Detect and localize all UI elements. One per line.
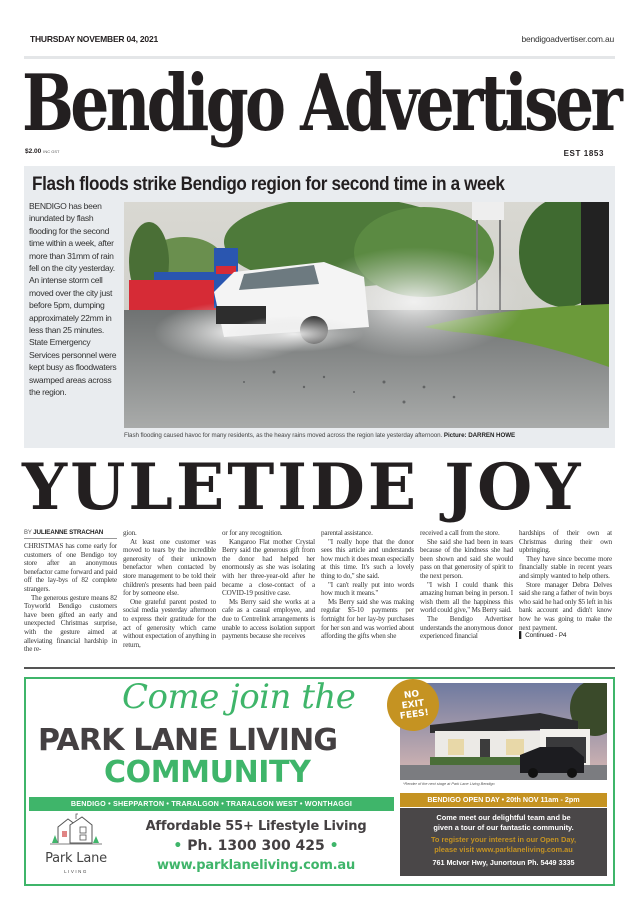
logo-name: Park Lane xyxy=(45,851,107,866)
main-article xyxy=(24,529,615,665)
established-label: EST 1853 xyxy=(563,149,604,158)
top-bar xyxy=(24,34,614,50)
bottom-rule xyxy=(24,667,615,669)
badge-line: FEES! xyxy=(399,707,430,722)
article-column xyxy=(321,529,414,665)
article-paragraph: Ms Berry said she was making regular $5-10 payments per fortnight for her lay-by purchases for her son and was worried about affording the gifts when she xyxy=(321,597,414,641)
register-line: To register your interest in our Open Day, xyxy=(430,835,577,844)
lead-headline[interactable]: Flash floods strike Bendigo region for second time in a week xyxy=(32,174,505,195)
ad-address: 761 McIvor Hwy, Junortoun Ph. 5449 3335 xyxy=(432,858,575,867)
article-paragraph: CHRISTMAS has come early for customers of one Bendigo toy store after an anonymous benefactor came forward and paid off the lay-bys of 82 complete strangers. xyxy=(24,542,117,593)
article-paragraph: They have since become more financially stable in recent years and simply wanted to help others. xyxy=(519,554,612,580)
article-paragraph: Kangaroo Flat mother Crystal Berry said the generous gift from the donor had helped her enormously as she was isolating with her three-year-old after he became a close-contact of a COVID-19 positive case. xyxy=(222,537,315,598)
article-paragraph: She said she had been in tears because of the kindness she had been shown and said she would pass on that generosity of spirit to the next person. xyxy=(420,537,513,580)
meet-line: Come meet our delightful team and be xyxy=(436,813,571,822)
masthead-title: Bendigo Advertiser xyxy=(22,58,620,150)
byline-prefix: BY xyxy=(24,530,32,536)
meet-line: given a tour of our fantastic community. xyxy=(433,823,574,832)
open-day-details xyxy=(400,808,607,876)
article-column xyxy=(24,529,117,665)
ad-phone: Ph. 1300 300 425 xyxy=(187,838,325,854)
lead-story xyxy=(24,166,615,448)
photo-caption xyxy=(124,432,515,439)
park-lane-logo xyxy=(36,811,116,881)
park-lane-advert[interactable] xyxy=(24,677,615,886)
flood-photo xyxy=(124,202,609,428)
article-paragraph: Ms Berry said she works at a cafe as a casual employee, and due to Centrelink arrangements is unable to access isolation support payments because she receives xyxy=(222,597,315,641)
ad-website[interactable]: www.parklaneliving.com.au xyxy=(156,858,356,873)
article-paragraph: The Bendigo Advertiser understands the anonymous donor experienced financial xyxy=(420,614,513,641)
badge-line: NO xyxy=(403,689,420,702)
caption-text: Flash flooding caused havoc for many residents, as the heavy rains moved across the region late yesterday afternoon. xyxy=(124,432,443,439)
article-paragraph: or for any recognition. xyxy=(222,529,283,537)
article-paragraph: "I can't really put into words how much it means." xyxy=(321,580,414,598)
ad-tagline: Affordable 55+ Lifestyle Living xyxy=(145,819,367,834)
price-note: INC GST xyxy=(43,149,60,154)
lead-blurb: BENDIGO has been inundated by flash flooding for the second time within a week, after more than 31mm of rain fell on the city yesterday. An intense storm cell moved over the city just before 5pm, dumping approximately 22mm in less than 25 minutes. State Emergency Services personnel were kept busy as floodwaters swamped areas across the region. xyxy=(29,201,117,398)
article-paragraph: hardships of their own at Christmas during their own upbringing. xyxy=(519,529,612,555)
main-headline[interactable]: YULETIDE JOY xyxy=(22,449,584,525)
issue-date: THURSDAY NOVEMBER 04, 2021 xyxy=(30,34,159,44)
register-line: please visit www.parklaneliving.com.au xyxy=(434,845,573,854)
price-label xyxy=(25,148,60,155)
ad-title-line1: PARK LANE LIVING xyxy=(38,723,338,758)
article-paragraph: The generous gesture means 82 Toyworld Bendigo customers have been gifted an early and unexpected Christmas surprise, with the gesture aimed at alleviating financial hardship in the re- xyxy=(24,593,117,654)
article-paragraph: received a call from the store. xyxy=(420,529,500,537)
article-paragraph: parental assistance. xyxy=(321,529,373,537)
ad-towns-bar: BENDIGO • SHEPPARTON • TRARALGON • TRARALGON WEST • WONTHAGGI xyxy=(29,797,394,811)
continued-link[interactable]: ▌ Continued - P4 xyxy=(519,632,567,640)
flood-photo-image xyxy=(124,202,609,428)
ad-phone-line[interactable] xyxy=(136,838,376,854)
badge-line: EXIT xyxy=(401,698,425,712)
article-paragraph: Store manager Debra Delves said she rang a father of twin boys who said he had only $5 left in his bank account and didn't know how he was going to make the next payment. xyxy=(519,580,612,632)
photo-credit-label: Picture: xyxy=(443,432,467,439)
photo-credit: DARREN HOWE xyxy=(468,432,516,439)
meet-text xyxy=(400,813,607,833)
article-paragraph: At least one customer was moved to tears by the incredible generosity of their unknown benefactor when contacted by store management to be told their children's presents had been paid for by someone else. xyxy=(123,537,216,598)
byline-author[interactable]: JULIEANNE STRACHAN xyxy=(33,529,104,536)
article-paragraph: gion. xyxy=(123,529,137,537)
ad-title-line2: COMMUNITY xyxy=(104,755,311,790)
byline xyxy=(24,529,117,539)
article-column xyxy=(420,529,513,665)
article-column xyxy=(519,529,612,665)
website-link[interactable]: bendigoadvertiser.com.au xyxy=(521,34,614,44)
article-paragraph: "I really hope that the donor sees this article and understands how much it does mean especially at this time. It's such a lovely thing to do," she said. xyxy=(321,537,414,580)
article-column xyxy=(222,529,315,665)
article-paragraph: "I wish I could thank this amazing human being in person. I wish them all the happiness this world could give," Ms Berry said. xyxy=(420,580,513,615)
bullet-icon: • xyxy=(173,838,183,854)
bullet-icon: • xyxy=(329,838,339,854)
article-paragraph: One grateful parent posted to social media yesterday afternoon to express their gratitude for the act of generosity which came without expectation of anything in return, xyxy=(123,597,216,649)
article-column xyxy=(123,529,216,665)
logo-sub: LIVING xyxy=(64,869,88,874)
price-value: $2.00 xyxy=(25,148,42,155)
ad-script-line: Come join the xyxy=(122,677,356,717)
masthead xyxy=(22,58,622,158)
house-logo-icon xyxy=(36,811,116,851)
render-note: *Render of the next stage at Park Lane Living Bendigo xyxy=(403,782,495,786)
register-text[interactable] xyxy=(400,835,607,855)
open-day-bar: BENDIGO OPEN DAY • 20th NOV 11am - 2pm xyxy=(400,793,607,807)
